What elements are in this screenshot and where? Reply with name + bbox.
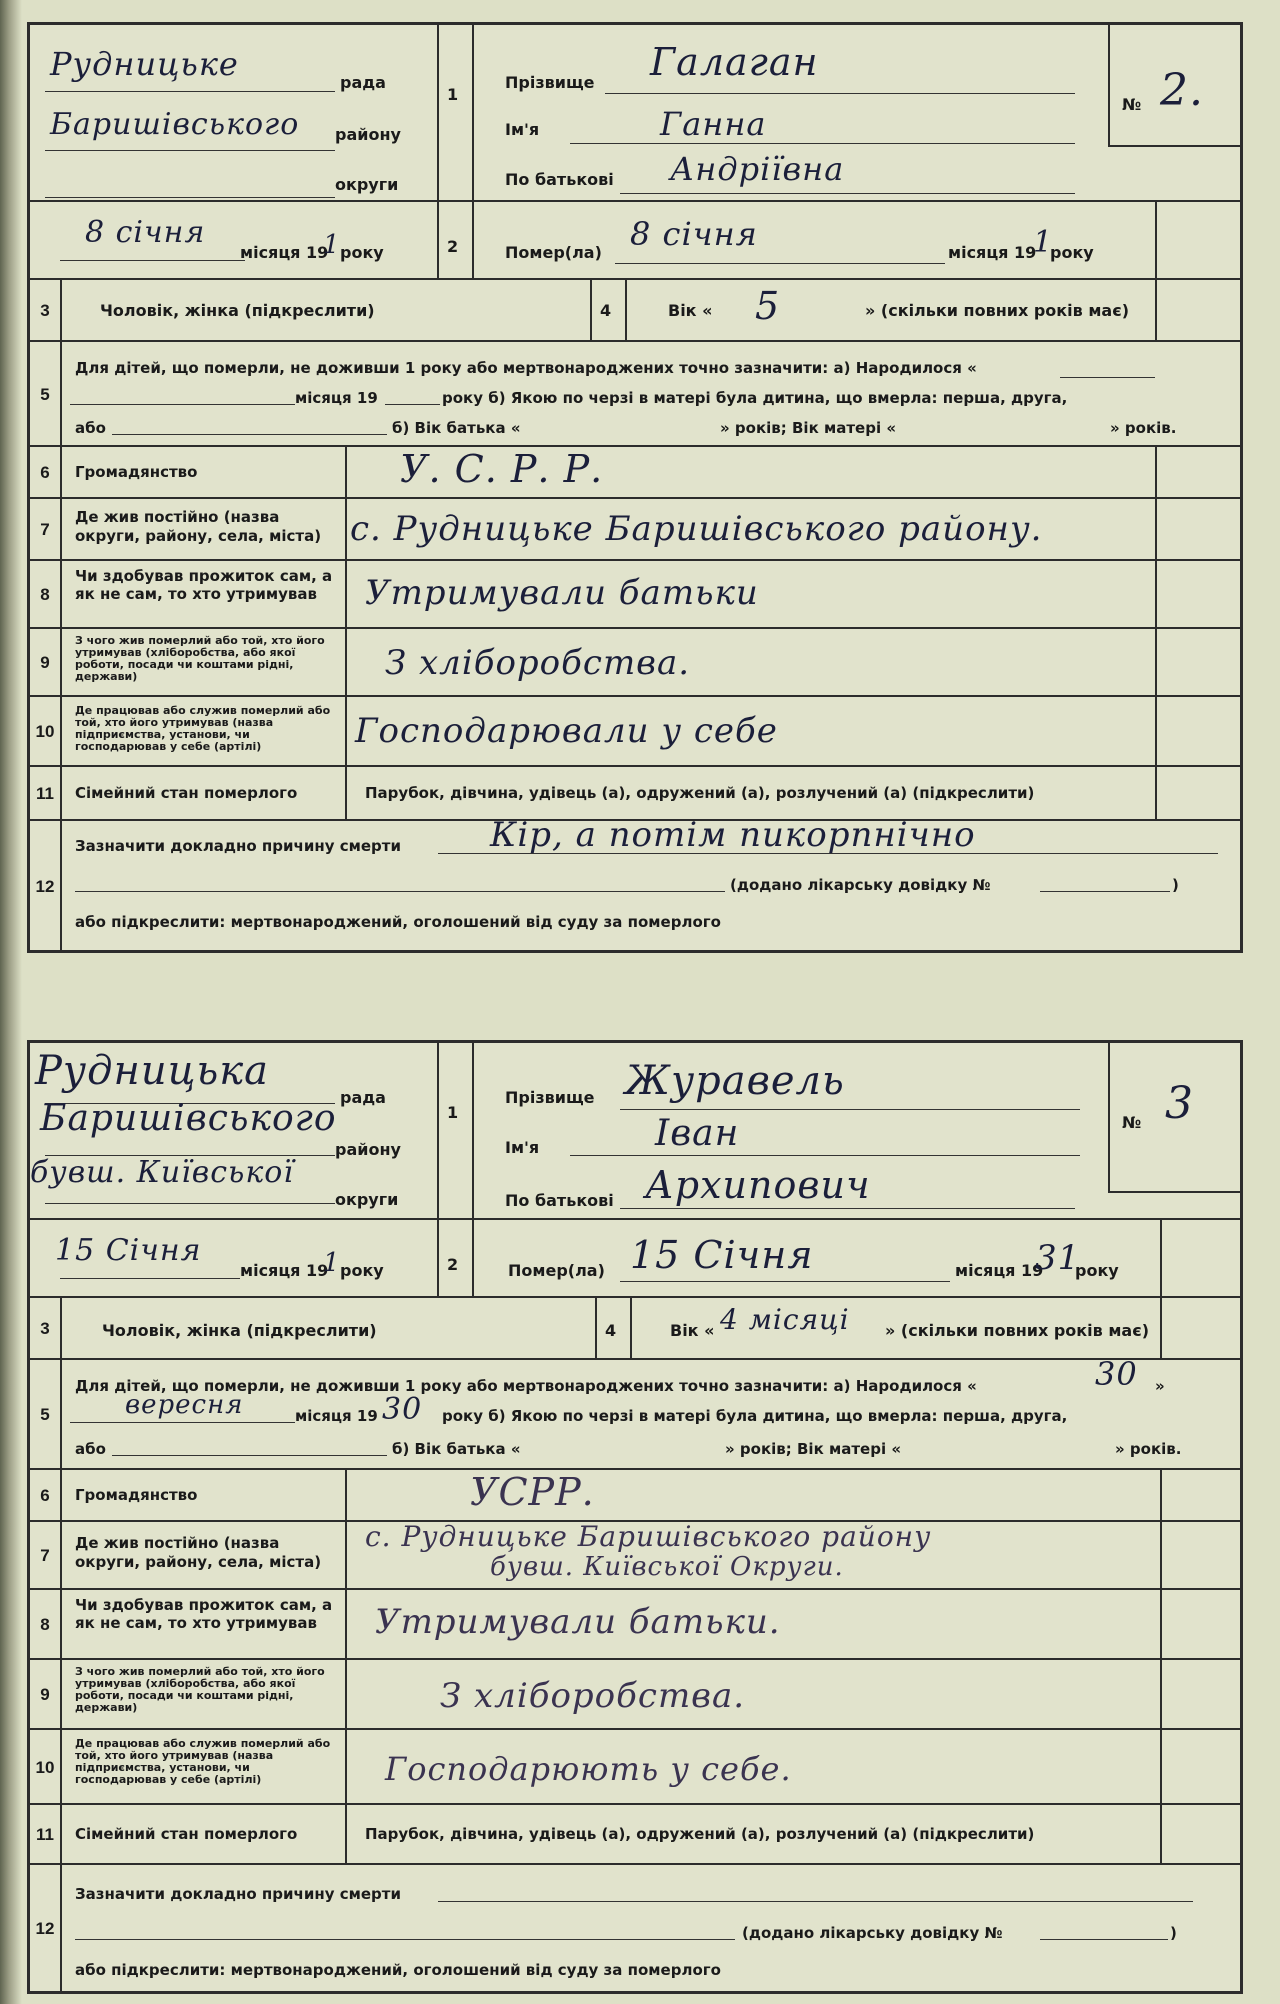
- table-rule: [472, 1043, 474, 1296]
- form-label: місяця 19: [955, 1261, 1044, 1280]
- supported-row: [30, 559, 1240, 629]
- form-label: » років.: [1110, 419, 1177, 437]
- table-rule: [1155, 697, 1157, 767]
- form-label: місяця 19: [295, 389, 378, 407]
- form-label: або: [75, 1440, 106, 1458]
- form-label: » років.: [1115, 1440, 1182, 1458]
- number-box: [1108, 1043, 1240, 1193]
- patronymic-value: Андріївна: [670, 150, 845, 188]
- handwritten-entry: 1: [323, 1248, 341, 1278]
- citizenship-value: УСРР.: [470, 1470, 595, 1514]
- fill-line: [45, 197, 335, 198]
- form-label: Парубок, дівчина, удівець (а), одружений (а), розлучений (а) (підкреслити): [365, 784, 1035, 802]
- form-label: »: [1155, 1377, 1165, 1395]
- form-label: Сімейний стан померлого: [75, 1825, 298, 1843]
- residence-row: [30, 1520, 1240, 1590]
- form-label: 1: [447, 1103, 459, 1122]
- table-rule: [1155, 447, 1157, 499]
- row-number: 6: [30, 1470, 62, 1522]
- work-row: [30, 695, 1240, 767]
- children-row: [30, 340, 1240, 447]
- residence-value: с. Рудницьке Баришівського району: [365, 1520, 932, 1553]
- form-label: місяця 19: [948, 243, 1037, 262]
- form-label: округи: [335, 1190, 399, 1209]
- form-label: району: [335, 125, 401, 144]
- table-rule: [1160, 1218, 1162, 1296]
- row-number: 9: [30, 1660, 62, 1730]
- table-rule: [472, 25, 474, 278]
- table-rule: [1155, 629, 1157, 697]
- form-label: Чи здобував прожиток сам, а як не сам, то хто утримував: [75, 1596, 333, 1632]
- record-header: [30, 1043, 1240, 1296]
- age-value: 4 місяці: [720, 1303, 850, 1336]
- form-label: рада: [340, 1088, 386, 1107]
- row-number: 5: [30, 1360, 62, 1470]
- fill-line: [1060, 377, 1155, 378]
- fill-line: [615, 263, 945, 264]
- fill-line: [438, 1901, 1193, 1902]
- fill-line: [75, 891, 725, 892]
- citizenship-value: У. С. Р. Р.: [400, 447, 604, 491]
- table-rule: [345, 561, 347, 629]
- fill-line: [620, 1208, 1075, 1209]
- table-rule: [345, 1660, 347, 1730]
- table-rule: [30, 200, 1240, 202]
- cause-row: [30, 815, 1240, 952]
- handwritten-entry: 1: [1033, 225, 1054, 260]
- form-label: Сімейний стан померлого: [75, 784, 298, 802]
- supported-value: Утримували батьки: [365, 573, 759, 613]
- form-label: Ім'я: [505, 120, 540, 139]
- children-row: [30, 1355, 1240, 1470]
- sex-age-row: [30, 278, 1240, 342]
- table-rule: [345, 1590, 347, 1660]
- number-box: [1108, 25, 1240, 147]
- work-row: [30, 1728, 1240, 1805]
- death-record-card: [27, 22, 1243, 953]
- fill-line: [45, 1203, 335, 1204]
- table-rule: [345, 1730, 347, 1805]
- table-rule: [1160, 1805, 1162, 1865]
- fill-line: [45, 150, 335, 151]
- table-rule: [345, 767, 347, 821]
- name-value: Ганна: [660, 105, 767, 143]
- table-rule: [630, 1298, 632, 1360]
- residence-value-line2: бувш. Київської Округи.: [490, 1552, 844, 1582]
- surname-value: Галаган: [650, 40, 819, 84]
- livelihood-row: [30, 1658, 1240, 1730]
- row-number: 8: [30, 1590, 62, 1660]
- form-label: Вік «: [668, 301, 713, 320]
- form-label: або: [75, 419, 106, 437]
- record-number: 3: [1165, 1078, 1194, 1129]
- citizenship-row: [30, 445, 1240, 499]
- work-value: Господарюють у себе.: [385, 1750, 792, 1788]
- table-rule: [345, 629, 347, 697]
- form-label: Де жив постійно (назва округи, району, села, міста): [75, 1534, 322, 1571]
- form-label: Помер(ла): [505, 243, 602, 262]
- table-rule: [1160, 1298, 1162, 1360]
- form-label: Для дітей, що померли, не доживши 1 року або мертвонароджених точно зазначити: а) Народилося «: [75, 1377, 977, 1395]
- supported-row: [30, 1588, 1240, 1660]
- fill-line: [45, 91, 335, 92]
- cause-row: [30, 1863, 1240, 1993]
- record-date: 15 Січня: [55, 1233, 202, 1268]
- row-number: 12: [30, 1865, 62, 1993]
- form-label: №: [1122, 95, 1142, 114]
- form-label: року б) Якою по черзі в матері була дитина, що вмерла: перша, друга,: [442, 1407, 1068, 1425]
- table-rule: [625, 280, 627, 342]
- form-label: З чого жив померлий або той, хто його утримував (хліборобства, або якої роботи, посади чи коштами рідні, держави): [75, 1665, 325, 1714]
- livelihood-row: [30, 627, 1240, 697]
- form-label: 4: [605, 1321, 617, 1340]
- form-label: року: [340, 1261, 384, 1280]
- form-label: » (скільки повних років має): [865, 301, 1130, 320]
- table-rule: [1155, 200, 1157, 278]
- rayon-value: Баришівського: [40, 1098, 337, 1139]
- form-label: Де працював або служив померлий або той, хто його утримував (назва підприємства, установи, чи господарював у себе (артілі): [75, 1737, 331, 1786]
- form-label: Зазначити докладно причину смерти: [75, 837, 401, 855]
- form-label: Громадянство: [75, 1486, 198, 1504]
- table-rule: [437, 25, 439, 278]
- record-date: 8 січня: [85, 215, 206, 250]
- form-label: ): [1170, 1924, 1177, 1942]
- form-label: Прізвище: [505, 1088, 595, 1107]
- residence-row: [30, 497, 1240, 561]
- fill-line: [60, 260, 245, 261]
- form-label: місяця 19: [240, 243, 329, 262]
- table-rule: [345, 1470, 347, 1522]
- fill-line: [75, 1939, 735, 1940]
- supported-value: Утримували батьки.: [375, 1602, 781, 1642]
- table-rule: [1155, 767, 1157, 821]
- form-label: (додано лікарську довідку №: [730, 876, 991, 894]
- sex-age-row: [30, 1296, 1240, 1360]
- table-rule: [1160, 1590, 1162, 1660]
- table-rule: [595, 1298, 597, 1360]
- form-label: По батькові: [505, 170, 614, 189]
- form-label: Помер(ла): [508, 1261, 605, 1280]
- form-label: Чоловік, жінка (підкреслити): [100, 301, 375, 320]
- form-label: місяця 19: [295, 1407, 378, 1425]
- marital-row: [30, 765, 1240, 821]
- form-label: місяця 19: [240, 1261, 329, 1280]
- fill-line: [70, 1422, 295, 1423]
- row-number: 11: [30, 1805, 62, 1865]
- row-number: 3: [30, 1298, 62, 1360]
- born-year: 30: [382, 1392, 423, 1427]
- fill-line: [112, 1455, 387, 1456]
- born-month: вересня: [125, 1390, 244, 1420]
- citizenship-row: [30, 1468, 1240, 1522]
- handwritten-entry: 1: [323, 230, 341, 260]
- rada-value: Рудницька: [35, 1048, 269, 1094]
- row-number: 12: [30, 821, 62, 952]
- form-label: року: [1050, 243, 1094, 262]
- form-label: району: [335, 1140, 401, 1159]
- row-number: 7: [30, 1522, 62, 1590]
- row-number: 6: [30, 447, 62, 499]
- row-number: 7: [30, 499, 62, 561]
- table-rule: [345, 499, 347, 561]
- form-label: Вік «: [670, 1321, 715, 1340]
- form-label: Громадянство: [75, 463, 198, 481]
- record-header: [30, 25, 1240, 278]
- rayon-value: Баришівського: [50, 107, 300, 142]
- form-label: Для дітей, що померли, не доживши 1 року або мертвонароджених точно зазначити: а) Народилося «: [75, 359, 977, 377]
- table-rule: [345, 697, 347, 767]
- fill-line: [620, 1109, 1080, 1110]
- form-label: 2: [447, 237, 459, 256]
- form-label: » (скільки повних років має): [885, 1321, 1150, 1340]
- fill-line: [70, 404, 295, 405]
- age-value: 5: [755, 284, 781, 328]
- table-rule: [345, 1522, 347, 1590]
- form-label: Чи здобував прожиток сам, а як не сам, то хто утримував: [75, 567, 333, 603]
- form-label: » років; Вік матері «: [725, 1440, 902, 1458]
- form-label: Ім'я: [505, 1138, 540, 1157]
- table-rule: [1160, 1522, 1162, 1590]
- fill-line: [1040, 891, 1170, 892]
- table-rule: [1155, 280, 1157, 342]
- form-label: рада: [340, 73, 386, 92]
- name-value: Іван: [655, 1113, 740, 1154]
- table-rule: [345, 447, 347, 499]
- died-date: 8 січня: [630, 215, 758, 253]
- record-number: 2.: [1160, 65, 1204, 116]
- table-rule: [1160, 1470, 1162, 1522]
- died-date: 15 Січня: [630, 1233, 814, 1277]
- form-label: Прізвище: [505, 73, 595, 92]
- table-rule: [30, 1218, 1240, 1220]
- form-label: б) Вік батька «: [392, 1440, 521, 1458]
- handwritten-entry: 31: [1035, 1238, 1081, 1278]
- table-rule: [1160, 1730, 1162, 1805]
- form-label: або підкреслити: мертвонароджений, оголошений від суду за померлого: [75, 913, 721, 931]
- row-number: 8: [30, 561, 62, 629]
- fill-line: [112, 434, 387, 435]
- table-rule: [345, 1805, 347, 1865]
- fill-line: [570, 1155, 1080, 1156]
- marital-row: [30, 1803, 1240, 1865]
- form-label: 4: [600, 301, 612, 320]
- residence-value: с. Рудницьке Баришівського району.: [350, 509, 1043, 549]
- form-label: (додано лікарську довідку №: [742, 1924, 1003, 1942]
- form-label: 1: [447, 85, 459, 104]
- form-label: » років; Вік матері «: [720, 419, 897, 437]
- form-label: 2: [447, 1255, 459, 1274]
- row-number: 5: [30, 342, 62, 447]
- fill-line: [385, 404, 440, 405]
- form-label: Зазначити докладно причину смерти: [75, 1885, 401, 1903]
- livelihood-value: З хліборобства.: [385, 643, 691, 683]
- row-number: 10: [30, 697, 62, 767]
- livelihood-value: З хліборобства.: [440, 1676, 746, 1716]
- form-label: року: [1075, 1261, 1119, 1280]
- okruha-value: бувш. Київської: [30, 1155, 294, 1190]
- table-rule: [1160, 1660, 1162, 1730]
- page-binding-edge: [0, 0, 22, 2004]
- fill-line: [1040, 1939, 1168, 1940]
- born-day: 30: [1095, 1355, 1138, 1393]
- row-number: 11: [30, 767, 62, 821]
- form-label: №: [1122, 1113, 1142, 1132]
- fill-line: [605, 93, 1075, 94]
- form-label: Чоловік, жінка (підкреслити): [102, 1321, 377, 1340]
- form-label: По батькові: [505, 1191, 614, 1210]
- form-label: року б) Якою по черзі в матері була дитина, що вмерла: перша, друга,: [442, 389, 1068, 407]
- form-label: ): [1172, 876, 1179, 894]
- table-rule: [590, 280, 592, 342]
- death-record-card: [27, 1040, 1243, 1994]
- form-label: Парубок, дівчина, удівець (а), одружений (а), розлучений (а) (підкреслити): [365, 1825, 1035, 1843]
- form-label: Де жив постійно (назва округи, району, села, міста): [75, 508, 322, 545]
- row-number: 3: [30, 280, 62, 342]
- rada-value: Рудницьке: [50, 45, 239, 83]
- table-rule: [437, 1043, 439, 1296]
- form-label: б) Вік батька «: [392, 419, 521, 437]
- table-rule: [1155, 499, 1157, 561]
- form-label: Де працював або служив померлий або той, хто його утримував (назва підприємства, установи, чи господарював у себе (артілі): [75, 704, 331, 753]
- fill-line: [620, 1281, 950, 1282]
- surname-value: Журавель: [625, 1058, 845, 1104]
- fill-line: [620, 193, 1075, 194]
- cause-value: Кір, а потім пикорпнічно: [490, 815, 976, 855]
- form-label: З чого жив померлий або той, хто його утримував (хліборобства, або якої роботи, посади чи коштами рідні, держави): [75, 634, 325, 683]
- form-label: округи: [335, 175, 399, 194]
- fill-line: [570, 143, 1075, 144]
- form-label: або підкреслити: мертвонароджений, оголошений від суду за померлого: [75, 1961, 721, 1979]
- form-label: року: [340, 243, 384, 262]
- work-value: Господарювали у себе: [355, 711, 778, 751]
- row-number: 10: [30, 1730, 62, 1805]
- patronymic-value: Архипович: [645, 1163, 871, 1207]
- row-number: 9: [30, 629, 62, 697]
- fill-line: [60, 1278, 240, 1279]
- table-rule: [1155, 561, 1157, 629]
